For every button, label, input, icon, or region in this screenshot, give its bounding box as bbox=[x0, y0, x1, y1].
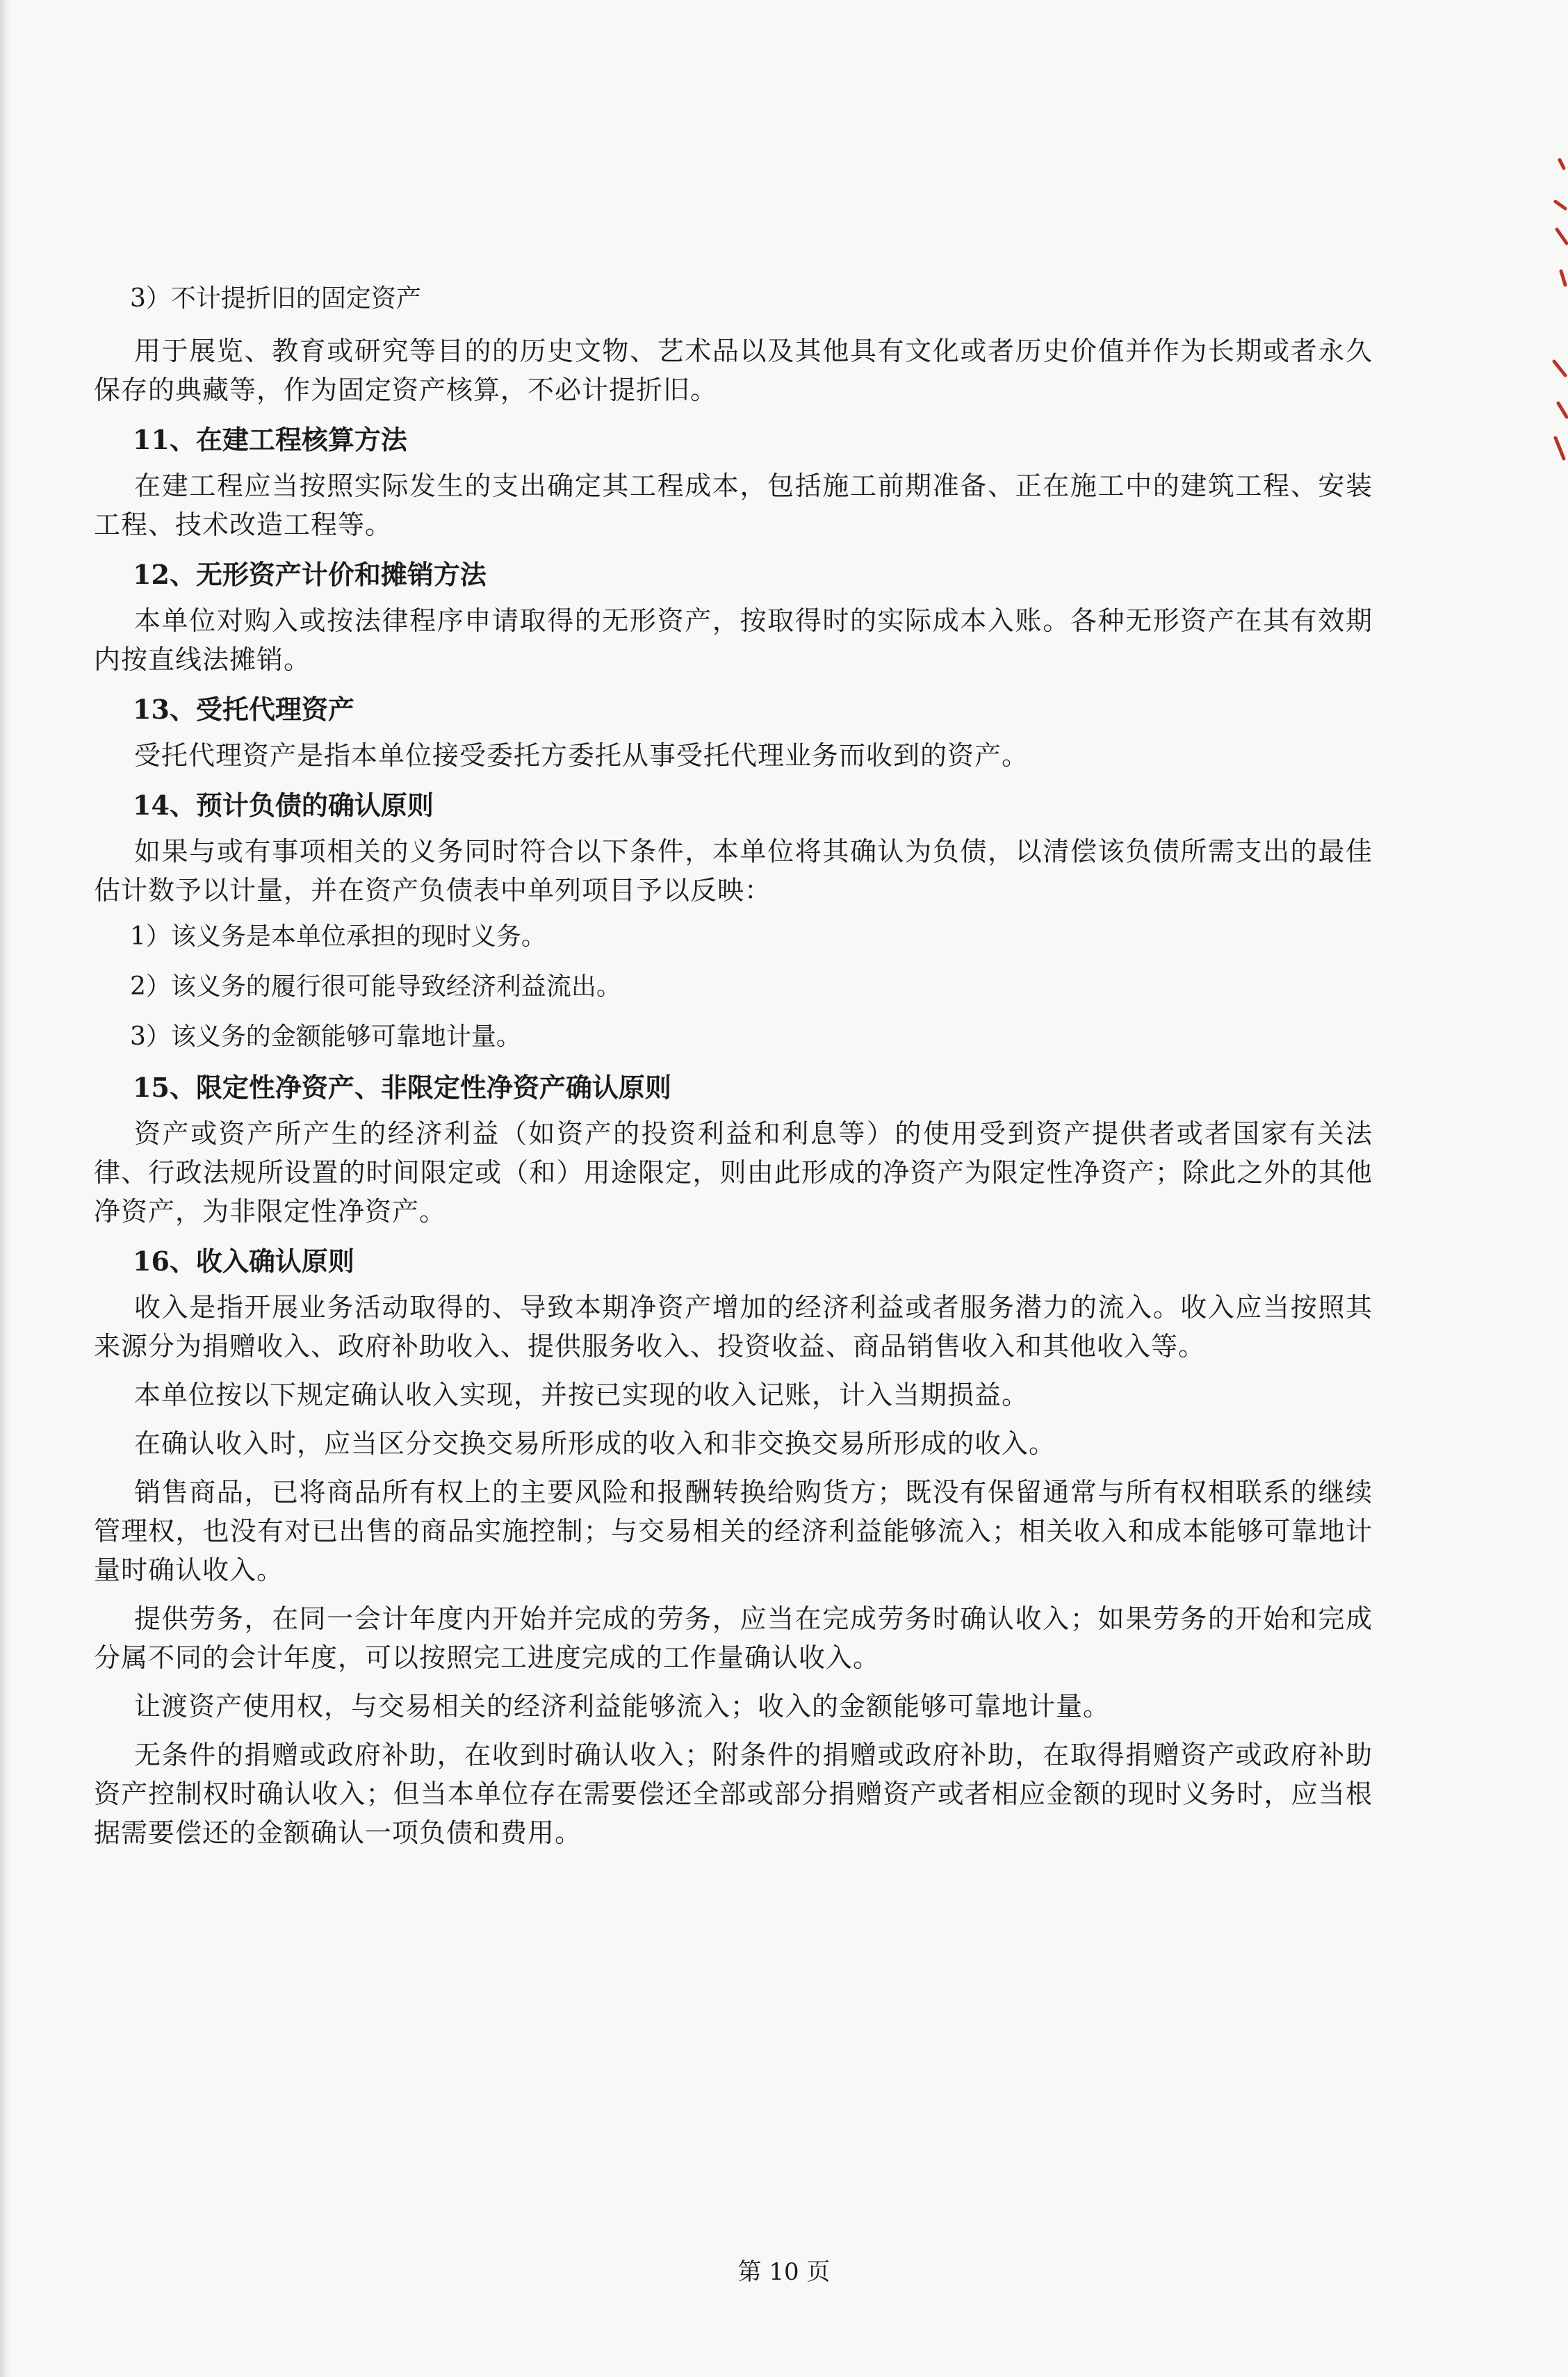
line-13: 15、限定性净资产、非限定性净资产确认原则 bbox=[133, 1072, 671, 1103]
line-18: 在确认收入时，应当区分交换交易所形成的收入和非交换交易所形成的收入。 bbox=[134, 1428, 1056, 1459]
line-6: 13、受托代理资产 bbox=[133, 694, 354, 725]
line-14: 资产或资产所产生的经济利益（如资产的投资利益和利息等）的使用受到资产提供者或者国家有关法律、行政法规所设置的时间限定或（和）用途限定，则由此形成的净资产为限定性净资产；除此之外的其他净资产，为非限定性净资产。 bbox=[94, 1118, 1373, 1227]
line-11: 2）该义务的履行很可能导致经济利益流出。 bbox=[130, 972, 621, 1001]
page-number: 第 10 页 bbox=[737, 2258, 831, 2286]
line-7: 受托代理资产是指本单位接受委托方委托从事受托代理业务而收到的资产。 bbox=[134, 740, 1029, 771]
line-12: 3）该义务的金额能够可靠地计量。 bbox=[130, 1022, 521, 1051]
seal-stamp-fragment bbox=[1540, 153, 1568, 514]
line-20: 提供劳务，在同一会计年度内开始并完成的劳务，应当在完成劳务时确认收入；如果劳务的开始和完成分属不同的会计年度，可以按照完工进度完成的工作量确认收入。 bbox=[94, 1603, 1373, 1673]
line-3: 在建工程应当按照实际发生的支出确定其工程成本，包括施工前期准备、正在施工中的建筑工程、安装工程、技术改造工程等。 bbox=[94, 471, 1373, 540]
line-10: 1）该义务是本单位承担的现时义务。 bbox=[130, 922, 546, 951]
line-17: 本单位按以下规定确认收入实现，并按已实现的收入记账，计入当期损益。 bbox=[134, 1380, 1029, 1410]
line-19: 销售商品，已将商品所有权上的主要风险和报酬转换给购货方；既没有保留通常与所有权相联系的继续管理权，也没有对已出售的商品实施控制；与交易相关的经济利益能够流入；相关收入和成本能够可靠地计量时确认收入。 bbox=[94, 1477, 1373, 1585]
line-1: 用于展览、教育或研究等目的的历史文物、艺术品以及其他具有文化或者历史价值并作为长期或者永久保存的典藏等，作为固定资产核算，不必计提折旧。 bbox=[94, 336, 1373, 405]
line-5: 本单位对购入或按法律程序申请取得的无形资产，按取得时的实际成本入账。各种无形资产在其有效期内按直线法摊销。 bbox=[94, 605, 1373, 675]
line-8: 14、预计负债的确认原则 bbox=[133, 790, 434, 821]
line-22: 无条件的捐赠或政府补助，在收到时确认收入；附条件的捐赠或政府补助，在取得捐赠资产或政府补助资产控制权时确认收入；但当本单位存在需要偿还全部或部分捐赠资产或者相应金额的现时义务时，应当根据需要偿还的金额确认一项负债和费用。 bbox=[94, 1740, 1373, 1848]
line-0: 3）不计提折旧的固定资产 bbox=[130, 284, 421, 313]
document-body bbox=[94, 281, 1373, 1862]
line-16: 收入是指开展业务活动取得的、导致本期净资产增加的经济利益或者服务潜力的流入。收入应当按照其来源分为捐赠收入、政府补助收入、提供服务收入、投资收益、商品销售收入和其他收入等。 bbox=[94, 1292, 1373, 1362]
scan-left-edge bbox=[0, 0, 10, 2377]
line-15: 16、收入确认原则 bbox=[133, 1245, 354, 1277]
line-4: 12、无形资产计价和摊销方法 bbox=[133, 559, 487, 590]
line-2: 11、在建工程核算方法 bbox=[133, 424, 407, 455]
line-9: 如果与或有事项相关的义务同时符合以下条件，本单位将其确认为负债，以清偿该负债所需支出的最佳估计数予以计量，并在资产负债表中单列项目予以反映： bbox=[94, 836, 1373, 906]
line-21: 让渡资产使用权，与交易相关的经济利益能够流入；收入的金额能够可靠地计量。 bbox=[134, 1691, 1111, 1722]
